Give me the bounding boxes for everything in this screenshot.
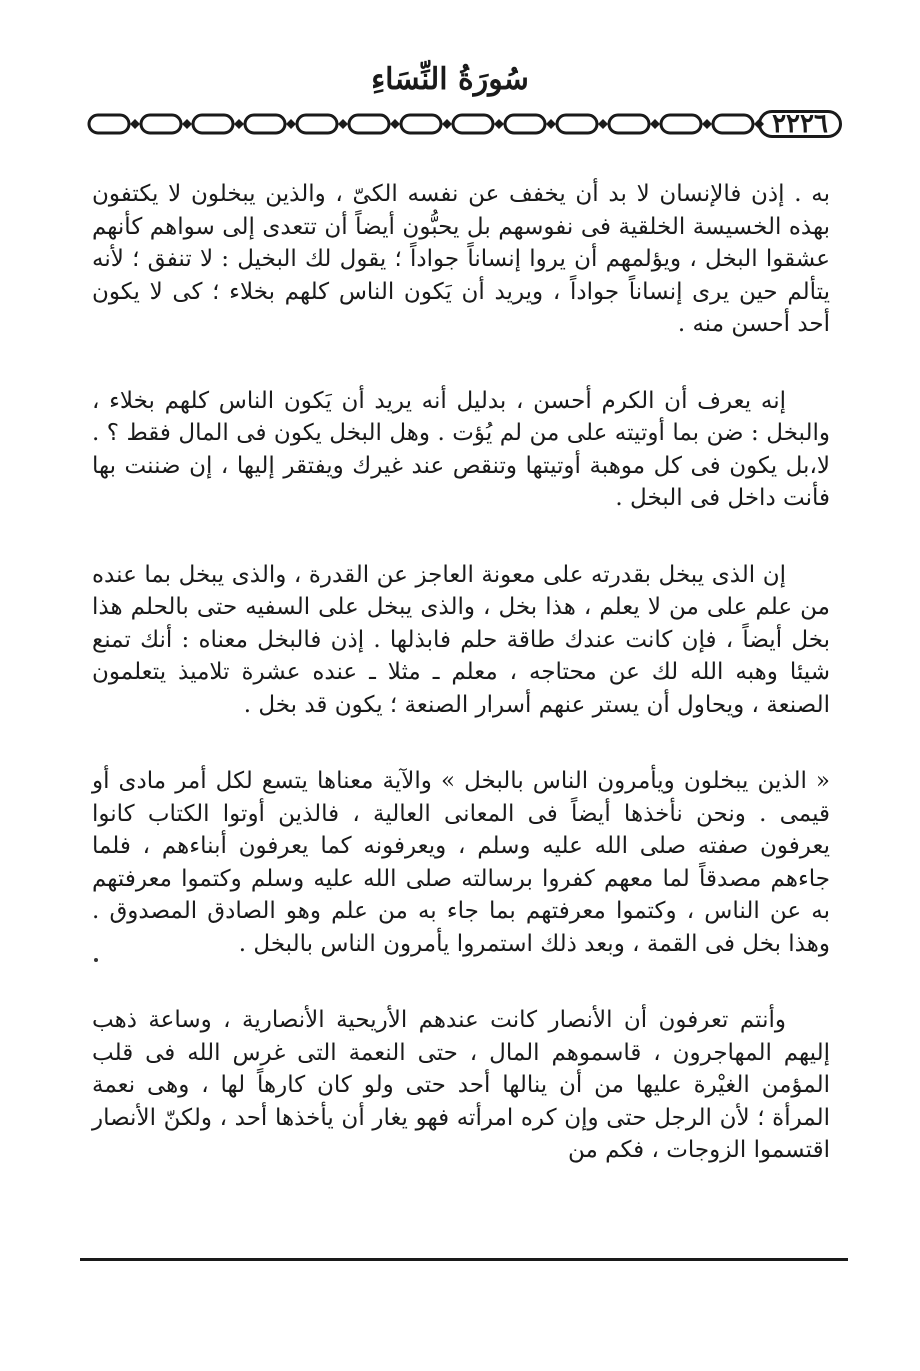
- paragraph-5: وأنتم تعرفون أن الأنصار كانت عندهم الأريحية الأنصارية ، وساعة ذهب إليهم المهاجرون ، قاسموهم المال ، حتى النعمة التى غرس الله فى قلب المؤمن الغيْرة عليها من أن ينالها أحد حتى ولو كان كارهاً لها ، وهى نعمة المرأة ؛ لأن الرجل حتى وإن كره امرأته فهو يغار أن يأخذها أحد ، ولكنّ الأنصار اقتسموا الزوجات ، فكم من: [92, 1007, 830, 1163]
- paragraph-1: به . إذن فالإنسان لا بد أن يخفف عن نفسه الكىّ ، والذين يبخلون لا يكتفون بهذه الخسيسة الخلقية فى نفوسهم بل يحبُّون أيضاً أن تتعدى إلى سواهم كأنهم عشقوا البخل ، ويؤلمهم أن يروا إنساناً جواداً ؛ يقول لك البخيل : لا تنفق ؛ لأنه يتألم حين يرى إنساناً جواداً ، ويريد أن يَكون الناس كلهم بخلاء ؛ كى لا يكون أحد أحسن منه .: [92, 181, 830, 337]
- paragraph-2: إنه يعرف أن الكرم أحسن ، بدليل أنه يريد أن يَكون الناس كلهم بخلاء ، والبخل : ضن بما أوتيته على من لم يُؤت . وهل البخل يكون فى المال فقط ؟ . لا،بل يكون فى كل موهبة أوتيتها وتنقص عند غيرك ويفتقر إليها ، إن ضننت بها فأنت داخل فى البخل .: [92, 387, 830, 511]
- paragraph-4: « الذين يبخلون ويأمرون الناس بالبخل » والآية معناها يتسع لكل أمر مادى أو قيمى . ونحن نأخذها أيضاً فى المعانى العالية ، فالذين أوتوا الكتاب كانوا يعرفون صفته صلى الله عليه وسلم ، ويعرفونه كما يعرفون أبناءهم ، فلما جاءهم مصدقاً لما معهم كفروا برسالته صلى الله عليه وسلم وكتموا معرفتهم به عن الناس ، وكتموا معرفتهم بما جاء به من علم وهو الصادق المصدوق . وهذا بخل فى القمة ، وبعد ذلك استمروا يأمرون الناس بالبخل .: [92, 768, 830, 957]
- body-text: [92, 178, 830, 1211]
- scan-speck: [94, 958, 98, 962]
- page-number: ٢٢٢٦: [772, 109, 828, 139]
- surah-title: سُورَةُ النِّسَاءِ: [371, 62, 529, 97]
- paragraph-3: إن الذى يبخل بقدرته على معونة العاجز عن القدرة ، والذى يبخل بما عنده من علم على من لا يعلم ، هذا بخل ، والذى يبخل على السفيه حتى بالحلم هذا بخل أيضاً ، فإن كانت عندك طاقة حلم فابذلها . إذن فالبخل معناه : أنك تمنع شيئا وهبه الله لك عن محتاجه ، معلم ـ مثلا ـ عنده عشرة تلاميذ يتعلمون الصنعة ، ويحاول أن يستر عنهم أسرار الصنعة ؛ يكون قد بخل .: [92, 561, 830, 718]
- ornamental-border: [85, 107, 765, 141]
- bottom-rule: [80, 1258, 848, 1261]
